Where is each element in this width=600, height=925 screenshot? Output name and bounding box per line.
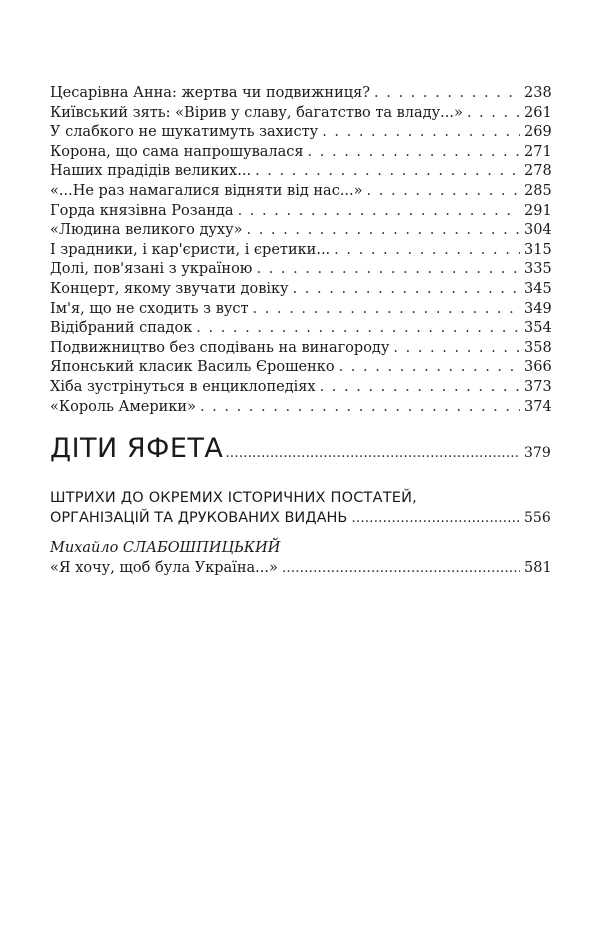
dot-leader	[339, 358, 520, 378]
dot-leader	[256, 260, 520, 280]
toc-entry-title: Відібраний спадок	[50, 320, 193, 337]
dot-leader	[308, 143, 520, 163]
dot-leader	[282, 558, 520, 578]
toc-entry[interactable]	[50, 378, 550, 398]
toc-afterword-entry[interactable]	[50, 558, 550, 578]
dot-leader	[367, 182, 520, 202]
toc-entry[interactable]	[50, 241, 550, 261]
toc-entry-title: Київський зять: «Вірив у славу, багатство та владу...»	[50, 104, 463, 121]
toc-entry-page: 269	[524, 124, 552, 141]
toc-entry-list	[50, 84, 550, 417]
toc-entry[interactable]	[50, 221, 550, 241]
toc-entry-page: 366	[524, 359, 552, 376]
toc-entry-page: 374	[524, 398, 552, 415]
toc-entry-page: 358	[524, 339, 552, 356]
toc-entry[interactable]	[50, 319, 550, 339]
dot-leader	[467, 104, 520, 124]
toc-entry-title: «Людина великого духу»	[50, 222, 243, 239]
toc-entry-title: У слабкого не шукатимуть захисту	[50, 124, 319, 141]
toc-entry-page: 345	[524, 280, 552, 297]
toc-entry-page: 354	[524, 320, 552, 337]
toc-entry[interactable]	[50, 123, 550, 143]
toc-entry[interactable]	[50, 339, 550, 359]
toc-entry[interactable]	[50, 260, 550, 280]
dot-leader	[200, 398, 520, 418]
toc-entry-page: 335	[524, 261, 552, 278]
afterword-page: 581	[524, 560, 552, 577]
toc-entry[interactable]	[50, 162, 550, 182]
toc-entry-page: 315	[524, 241, 552, 258]
toc-entry-page: 271	[524, 143, 552, 160]
toc-entry[interactable]	[50, 104, 550, 124]
toc-entry-page: 261	[524, 104, 552, 121]
toc-entry-page: 291	[524, 202, 552, 219]
toc-entry-page: 373	[524, 378, 552, 395]
afterword-title: «Я хочу, щоб була Україна...»	[50, 560, 278, 577]
toc-entry[interactable]	[50, 182, 550, 202]
toc-entry-title: Подвижництво без сподівань на винагороду	[50, 339, 390, 356]
toc-entry[interactable]	[50, 202, 550, 222]
dot-leader	[255, 162, 520, 182]
toc-entry-title: «Король Америки»	[50, 398, 196, 415]
dot-leader	[374, 84, 520, 104]
toc-entry[interactable]	[50, 84, 550, 104]
dot-leader	[247, 221, 521, 241]
dot-leader	[393, 339, 520, 359]
toc-entry[interactable]	[50, 398, 550, 418]
toc-entry-title: Ім'я, що не сходить з вуст	[50, 300, 249, 317]
toc-entry-page: 285	[524, 182, 552, 199]
section-page: 379	[524, 445, 551, 462]
section-title: ДІТИ ЯФЕТА	[50, 433, 224, 465]
toc-entry-title: Долі, пов'язані з україною	[50, 261, 253, 278]
toc-entry[interactable]	[50, 300, 550, 320]
toc-entry-title: Горда князівна Розанда	[50, 202, 234, 219]
toc-entry[interactable]	[50, 143, 550, 163]
toc-entry-title: Цесарівна Анна: жертва чи подвижниця?	[50, 85, 371, 101]
dot-leader	[238, 202, 520, 222]
dot-leader	[196, 319, 520, 339]
dot-leader	[253, 300, 520, 320]
toc-entry[interactable]	[50, 280, 550, 300]
toc-entry-title: Наших прадідів великих...	[50, 163, 252, 180]
afterword-author: Михайло СЛАБОШПИЦЬКИЙ	[50, 540, 281, 557]
appendix-title-line1: ШТРИХИ ДО ОКРЕМИХ ІСТОРИЧНИХ ПОСТАТЕЙ,	[50, 490, 417, 507]
dot-leader	[322, 123, 520, 143]
dot-leader	[351, 508, 520, 528]
toc-entry-page: 349	[524, 300, 552, 317]
toc-entry-title: Концерт, якому звучати довіку	[50, 280, 289, 297]
dot-leader	[293, 280, 520, 300]
dot-leader	[334, 241, 520, 261]
appendix-title-line2: ОРГАНІЗАЦІЙ ТА ДРУКОВАНИХ ВИДАНЬ	[50, 510, 348, 527]
appendix-page: 556	[524, 510, 551, 527]
toc-entry[interactable]	[50, 358, 550, 378]
toc-section-heading[interactable]	[50, 433, 550, 464]
toc-entry-page: 304	[524, 222, 552, 239]
toc-entry-title: Японський класик Василь Єрошенко	[50, 359, 335, 376]
toc-entry-title: «...Не раз намагалися відняти від нас...»	[50, 182, 363, 199]
toc-entry-title: І зрадники, і кар'єристи, і єретики...	[50, 241, 331, 258]
dot-leader	[225, 445, 520, 461]
toc-appendix-entry[interactable]	[50, 488, 550, 528]
toc-entry-page: 238	[524, 85, 552, 101]
toc-entry-title: Корона, що сама напрошувалася	[50, 143, 304, 160]
toc-entry-title: Хіба зустрінуться в енциклопедіях	[50, 378, 316, 395]
toc-entry-page: 278	[524, 163, 552, 180]
table-of-contents	[50, 84, 550, 578]
dot-leader	[320, 378, 520, 398]
